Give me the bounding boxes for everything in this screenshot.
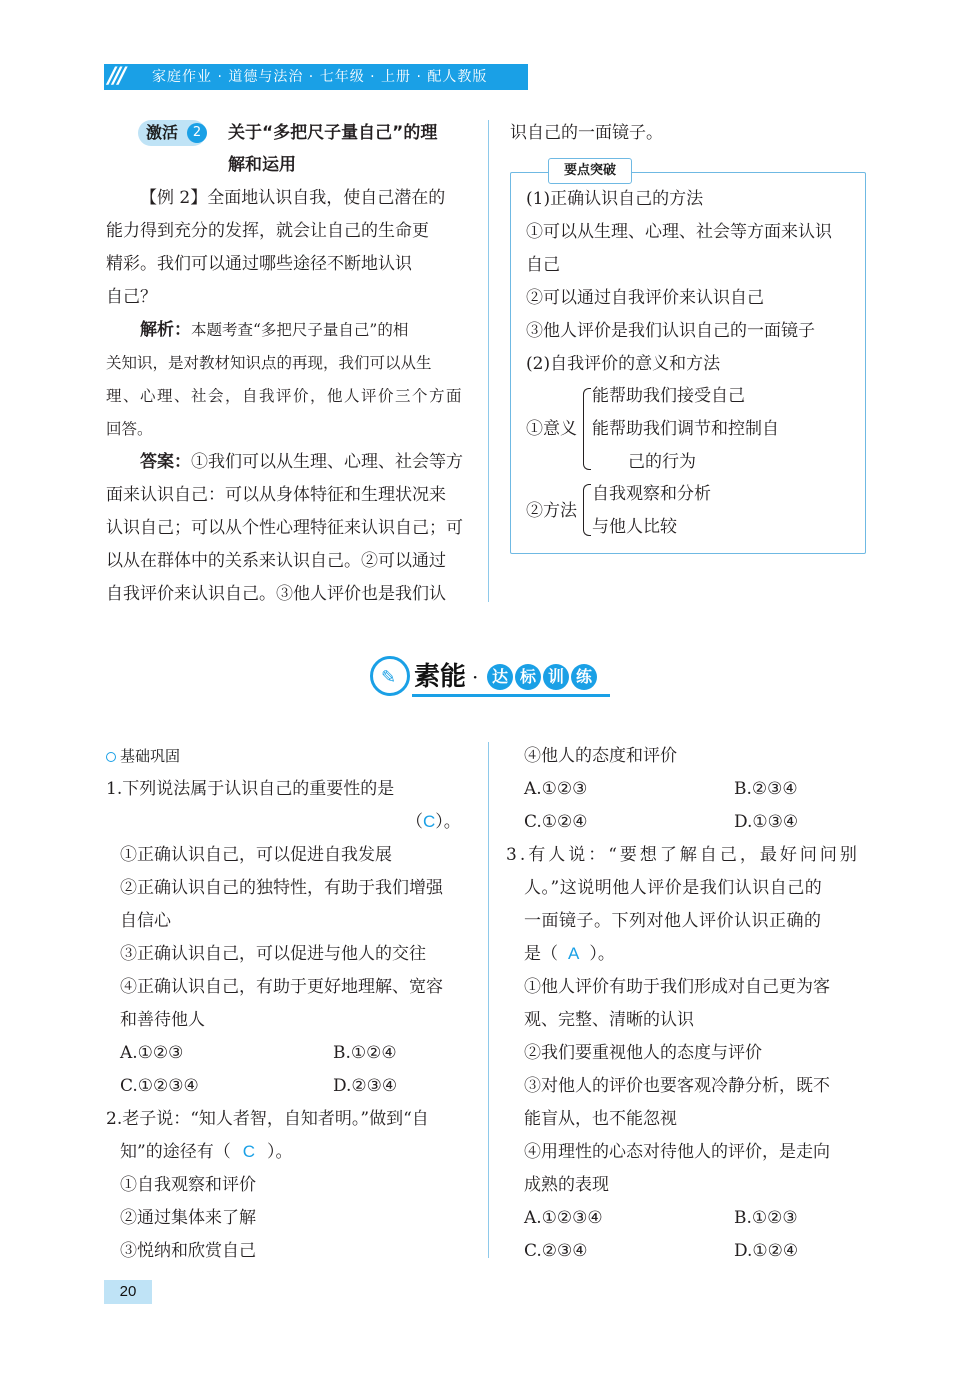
q3-item: ④用理性的心态对待他人的评价，是走向 [524, 1142, 830, 1162]
section-char: 达 [487, 664, 513, 690]
q2-stem-line2 [120, 1136, 292, 1168]
q2-item: ②通过集体来了解 [120, 1208, 256, 1228]
q1-item: 自信心 [120, 911, 171, 931]
section-char: 标 [515, 664, 541, 690]
column-divider-bottom [488, 742, 489, 1258]
method-item: 与他人比较 [592, 517, 677, 537]
q1-stem: 1.下列说法属于认识自己的重要性的是 [106, 779, 395, 799]
activation-title-line2: 解和运用 [228, 155, 296, 175]
circle-bullet-icon [106, 752, 116, 762]
q3-stem-pre: 是（ [524, 944, 558, 964]
example-line: 【例 2】全面地认识自我，使自己潜在的 [140, 188, 446, 208]
q1-blank [406, 806, 461, 838]
q3-option: B.①②③ [734, 1208, 798, 1228]
meaning-item: 能帮助我们调节和控制自 [592, 419, 779, 439]
answer-text: ①我们可以从生理、心理、社会等方 [191, 452, 463, 472]
analysis-line: 回答。 [106, 420, 153, 438]
q3-item: 成熟的表现 [524, 1175, 609, 1195]
q2-stem-pre: 知”的途径有（ [120, 1142, 231, 1162]
q2-item: ③悦纳和欣赏自己 [120, 1241, 256, 1261]
method-brace [583, 484, 591, 536]
example-line: 能力得到充分的发挥，就会让自己的生命更 [106, 221, 429, 241]
q3-option: A.①②③④ [524, 1208, 603, 1228]
analysis-line1 [140, 314, 408, 346]
activation-title-line1: 关于“多把尺子量自己”的理 [228, 123, 438, 143]
section-char: 训 [543, 664, 569, 690]
q3-item: ③对他人的评价也要客观冷静分析，既不 [524, 1076, 830, 1096]
key-point-line: ②可以通过自我评价来认识自己 [526, 288, 764, 308]
q2-option: C.①②④ [524, 812, 588, 832]
method-label: ②方法 [526, 501, 577, 521]
section-char: 练 [571, 664, 597, 690]
answer-line: 自我评价来认识自己。③他人评价也是我们认 [106, 584, 446, 604]
q3-item: 能盲从，也不能忽视 [524, 1109, 677, 1129]
q3-item: 观、完整、清晰的认识 [524, 1010, 694, 1030]
q2-option: B.②③④ [734, 779, 798, 799]
q2-option: D.①③④ [734, 812, 799, 832]
bracket-open: （ [406, 812, 423, 832]
q3-stem: 3.有人说：“要想了解自己，最好问问别 [506, 845, 860, 865]
q1-item: ②正确认识自己的独特性，有助于我们增强 [120, 878, 443, 898]
header-slashes: /// [108, 64, 124, 89]
q2-stem: 2.老子说：“知人者智，自知者明。”做到“自 [106, 1109, 429, 1129]
q2-option: A.①②③ [524, 779, 588, 799]
activation-number: 2 [187, 123, 207, 143]
method-item: 自我观察和分析 [592, 484, 711, 504]
section-title: 素能 [414, 662, 467, 692]
meaning-brace [583, 388, 591, 470]
section-underline [412, 694, 610, 697]
activation-label: 激活 [146, 123, 179, 142]
page-number: 20 [119, 1283, 137, 1300]
example-line: 精彩。我们可以通过哪些途径不断地认识 [106, 254, 412, 274]
key-points-tag: 要点突破 [548, 158, 632, 184]
q3-item: ②我们要重视他人的态度与评价 [524, 1043, 762, 1063]
q1-option: A.①②③ [120, 1043, 184, 1063]
q3-answer: A [568, 944, 580, 963]
key-point-line: 自己 [526, 255, 560, 275]
answer-line1 [140, 446, 463, 478]
answer-line: 认识自己；可以从个性心理特征来认识自己；可 [106, 518, 463, 538]
q1-item: ①正确认识自己，可以促进自我发展 [120, 845, 392, 865]
q3-stem-line4 [524, 938, 615, 970]
q3-item: ①他人评价有助于我们形成对自己更为客 [524, 977, 830, 997]
key-point-line: (1)正确认识自己的方法 [526, 189, 704, 209]
answer-continuation: 识自己的一面镜子。 [510, 123, 663, 143]
q3-stem-post: ）。 [589, 944, 615, 964]
meaning-label: ①意义 [526, 419, 577, 439]
column-divider-top [488, 120, 489, 602]
q1-option: C.①②③④ [120, 1076, 199, 1096]
basic-section-label: 基础巩固 [120, 747, 181, 765]
q3-stem: 人。”这说明他人评价是我们认识自己的 [524, 878, 823, 898]
q2-stem-post: ）。 [266, 1142, 293, 1162]
analysis-label: 解析： [140, 320, 191, 340]
meaning-item: 能帮助我们接受自己 [592, 386, 745, 406]
q1-option: D.②③④ [333, 1076, 398, 1096]
book-page-icon: ✎ [381, 667, 397, 688]
q1-option: B.①②④ [333, 1043, 397, 1063]
header-title: 家庭作业 · 道德与法治 · 七年级 · 上册 · 配人教版 [152, 69, 488, 85]
analysis-text: 本题考查“多把尺子量自己”的相 [191, 321, 409, 339]
q2-answer: C [242, 1142, 255, 1161]
key-point-line: ③他人评价是我们认识自己的一面镜子 [526, 321, 815, 341]
meaning-item: 己的行为 [628, 452, 696, 472]
key-point-line: ①可以从生理、心理、社会等方面来认识 [526, 222, 832, 242]
analysis-line: 关知识，是对教材知识点的再现，我们可以从生 [106, 354, 432, 372]
answer-line: 以从在群体中的关系来认识自己。②可以通过 [106, 551, 446, 571]
example-line: 自己？ [106, 287, 157, 307]
section-title-dot: · [472, 665, 479, 689]
answer-label: 答案： [140, 452, 191, 472]
q3-option: C.②③④ [524, 1241, 588, 1261]
q1-answer: C [423, 812, 436, 831]
q1-item: ③正确认识自己，可以促进与他人的交往 [120, 944, 426, 964]
q2-item: ①自我观察和评价 [120, 1175, 256, 1195]
q1-item: ④正确认识自己，有助于更好地理解、宽容 [120, 977, 443, 997]
bracket-close: ）。 [435, 812, 461, 832]
analysis-line: 理、心理、社会，自我评价，他人评价三个方面 [106, 387, 464, 405]
q2-item: ④他人的态度和评价 [524, 746, 677, 766]
q3-option: D.①②④ [734, 1241, 799, 1261]
answer-line: 面来认识自己：可以从身体特征和生理状况来 [106, 485, 446, 505]
key-point-line: (2)自我评价的意义和方法 [526, 354, 721, 374]
q3-stem: 一面镜子。下列对他人评价认识正确的 [524, 911, 822, 931]
q1-item: 和善待他人 [120, 1010, 205, 1030]
